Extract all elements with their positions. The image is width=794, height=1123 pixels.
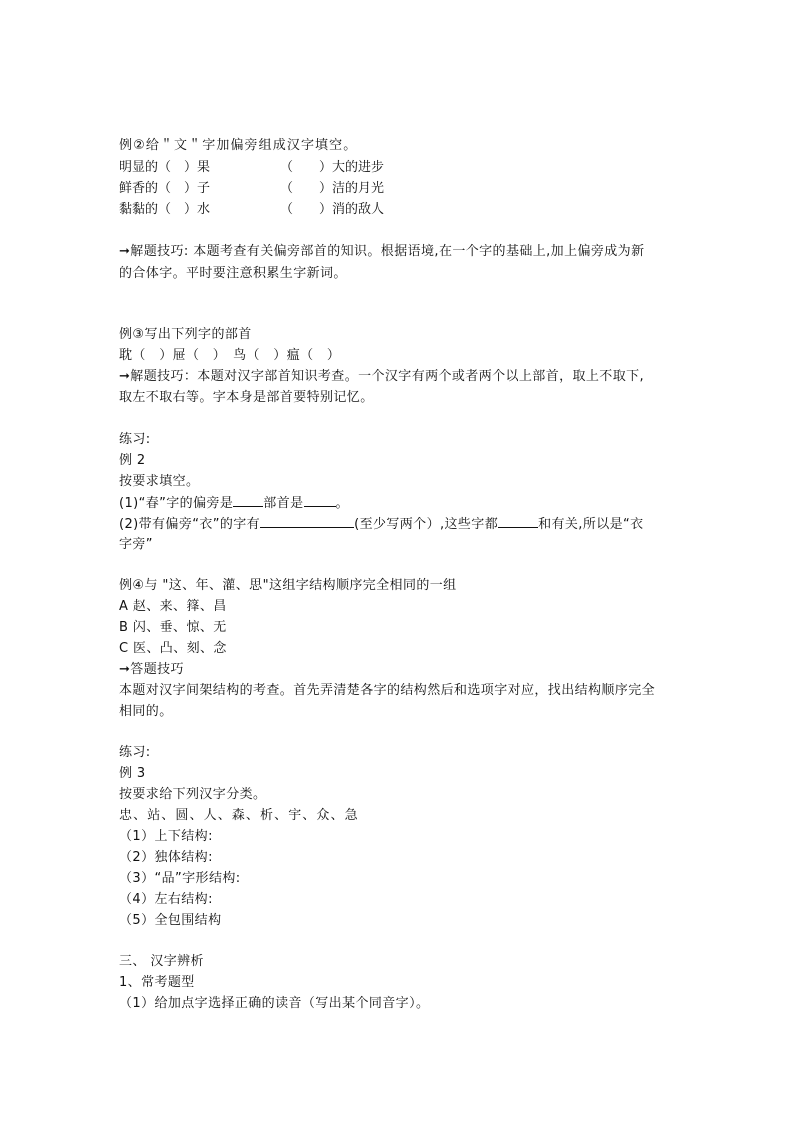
example-2-tip-continued: 的合体字。平时要注意积累生字新词。 [119,266,347,281]
example-2-tip [119,243,644,261]
option-c: C 医、凸、刻、念 [119,641,227,656]
answer-blank[interactable] [498,515,538,528]
structure-item-2: （2）独体结构: [119,850,213,865]
practice-example-number: 例 2 [119,453,146,468]
fill-row-3-left: 黏黏的（ ）水 [119,202,211,217]
question-1 [119,494,349,513]
fill-row-2-left: 鲜香的（ ）子 [119,181,211,196]
fill-row-1-right: （ ）大的进步 [280,160,385,175]
option-a: A 赵、来、箨、昌 [119,599,227,614]
question-1-prefix: (1)“春”字的偏旁是 [119,496,234,511]
option-b: B 闪、垂、惊、无 [119,620,227,635]
example-4-tip-text: 本题对汉字间架结构的考查。首先弄清楚各字的结构然后和选项字对应，找出结构顺序完全 [119,683,656,698]
answer-blank[interactable] [260,515,354,528]
question-2-continued: 字旁” [119,537,153,552]
structure-item-1: （1）上下结构: [119,829,213,844]
example-3-tip [119,368,644,386]
question-2-end: 和有关,所以是“衣 [538,517,644,532]
practice-heading: 练习: [119,745,151,760]
structure-item-3: （3）“品”字形结构: [119,871,241,886]
example-3-tip-text: 解题技巧：本题对汉字部首知识考查。一个汉字有两个或者两个以上部首，取上不取下, [130,369,645,384]
radical-blanks: 耽（ ）屉（ ） 鸟（ ）瘟（ ） [119,348,341,363]
section-subheading: 1、常考题型 [119,975,195,990]
example-3-title: 例③写出下列字的部首 [119,327,252,342]
question-2-prefix: (2)带有偏旁“衣”的字有 [119,517,261,532]
fill-row-3-right: （ ）消的敌人 [280,202,385,217]
example-2-title: 例②给＂文＂字加偏旁组成汉字填空。 [119,138,358,153]
question-2 [119,515,644,534]
practice-instruction: 按要求填空。 [119,474,200,489]
tip-label-text: 答题技巧 [130,662,184,677]
example-4-title: 例④与 "这、年、灌、思"这组字结构顺序完全相同的一组 [119,578,457,593]
question-2-middle: (至少写两个）,这些字都 [354,517,499,532]
question-1-middle: 部首是 [263,496,304,511]
practice-example-number: 例 3 [119,766,146,781]
fill-row-1-left: 明显的（ ）果 [119,160,211,175]
question-1-end: 。 [335,496,349,511]
section-item-1: （1）给加点字选择正确的读音（写出某个同音字）。 [119,996,430,1011]
section-heading: 三、 汉字辨析 [119,954,204,969]
example-3-tip-continued: 取左不取右等。字本身是部首要特别记忆。 [119,390,374,405]
structure-item-4: （4）左右结构: [119,892,213,907]
arrow-icon: ➞ [119,662,131,677]
practice-instruction: 按要求给下列汉字分类。 [119,787,267,802]
fill-row-2-right: （ ）洁的月光 [280,181,385,196]
example-4-tip-continued: 相同的。 [119,704,173,719]
answer-blank[interactable] [304,494,336,507]
example-4-tip-label [119,661,184,679]
character-list: 忠、站、圆、人、森、析、宇、众、急 [119,808,359,823]
arrow-icon: ➞ [119,369,131,384]
answer-blank[interactable] [233,494,263,507]
example-2-tip-text: 解题技巧: 本题考查有关偏旁部首的知识。根据语境,在一个字的基础上,加上偏旁成为新 [130,244,645,259]
structure-item-5: （5）全包围结构 [119,913,222,928]
arrow-icon: ➞ [119,244,131,259]
practice-heading: 练习: [119,432,151,447]
